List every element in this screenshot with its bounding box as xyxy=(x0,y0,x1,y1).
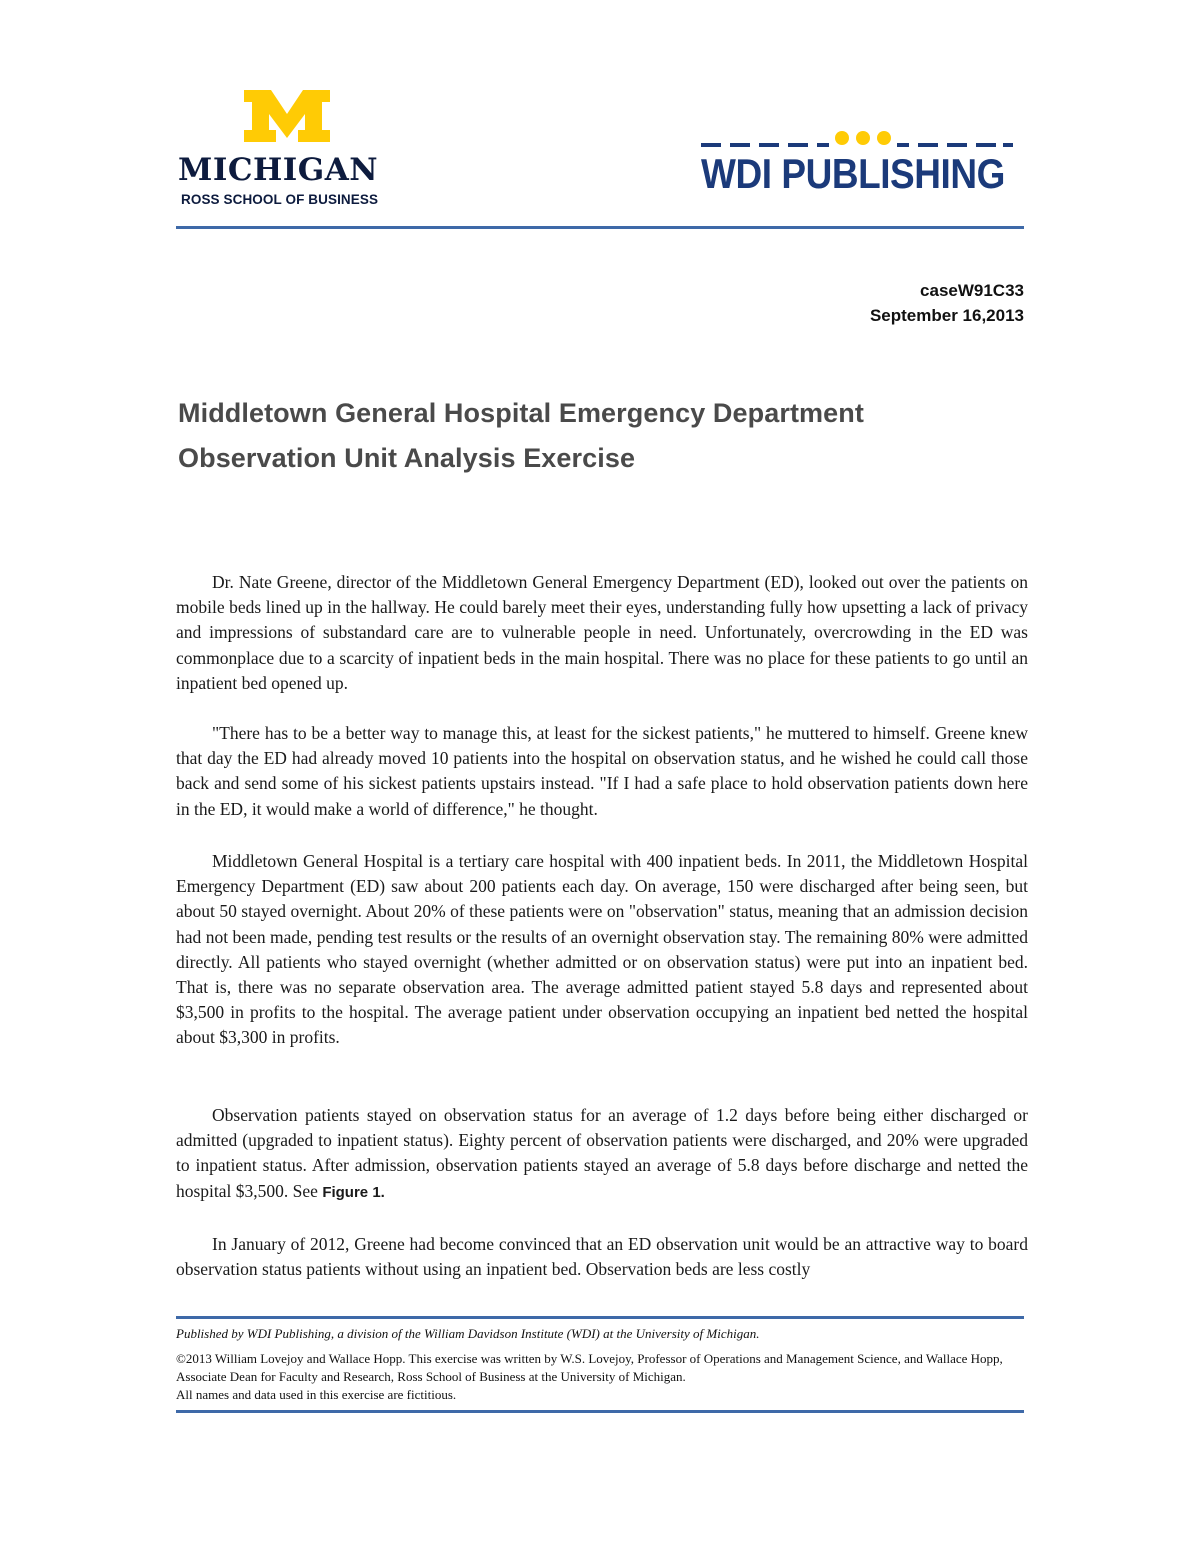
case-id: caseW91C33 xyxy=(920,281,1024,300)
body-paragraph-5: In January of 2012, Greene had become convinced that an ED observation unit would be an attractive way to board observation status patients without using an inpatient bed. Observation beds are less costly xyxy=(176,1234,1028,1280)
header-divider xyxy=(176,226,1024,229)
footer-bottom-divider xyxy=(176,1410,1024,1413)
michigan-block-m-logo xyxy=(244,90,330,142)
body-paragraph-3: Middletown General Hospital is a tertiary care hospital with 400 inpatient beds. In 2011, the Middletown Hospital Emergency Department (ED) saw about 200 patients each day. On average, 150 were discharged after being seen, but about 50 stayed overnight. About 20% of these patients were on "observation" status, meaning that an admission decision had not been made, pending test results or the results of an overnight observation stay. The remaining 80% were admitted directly. All patients who stayed overnight (whether admitted or on observation status) were put into an inpatient bed. That is, there was no separate observation area. The average admitted patient stayed 5.8 days and represented about $3,500 in profits to the hospital. The average patient under observation occupying an inpatient bed netted the hospital about $3,300 in profits. xyxy=(176,851,1028,1048)
footer-top-divider xyxy=(176,1316,1024,1319)
document-title-line-2: Observation Unit Analysis Exercise xyxy=(178,443,636,473)
case-date: September 16,2013 xyxy=(869,306,1024,325)
document-title-line-1: Middletown General Hospital Emergency Department xyxy=(178,398,864,428)
wdi-dots-dashes-icon xyxy=(701,128,1013,150)
body-paragraph-2: "There has to be a better way to manage this, at least for the sickest patients," he muttered to himself. Greene knew that day the ED had already moved 10 patients into the hospital on observation status, and he wished he could call those back and send some of his sickest patients upstairs instead. "If I had a safe place to hold observation patients down here in the ED, it would make a world of difference," he thought. xyxy=(176,723,1028,819)
footer-copyright: ©2013 William Lovejoy and Wallace Hopp. This exercise was written by W.S. Lovejoy, Professor of Operations and Management Science, and Wallace Hopp, Associate Dean for Faculty and Research, Ross School of Business at the University of Michigan. xyxy=(176,1351,1003,1384)
figure-1-reference: Figure 1. xyxy=(322,1183,385,1201)
body-paragraph-1: Dr. Nate Greene, director of the Middletown General Emergency Department (ED), looked out over the patients on mobile beds lined up in the hallway. He could barely meet their eyes, understanding fully how upsetting a lack of privacy and impressions of substandard care are to vulnerable people in need. Unfortunately, overcrowding in the ED was commonplace due to a scarcity of inpatient beds in the main hospital. There was no place for these patients to go until an inpatient bed opened up. xyxy=(176,572,1028,693)
wdi-publishing-wordmark: WDI PUBLISHING xyxy=(701,150,1005,197)
ross-school-wordmark: ROSS SCHOOL OF BUSINESS xyxy=(181,192,379,207)
body-paragraph-4-text: Observation patients stayed on observation status for an average of 1.2 days before being either discharged or admitted (upgraded to inpatient status). Eighty percent of observation patients were discharged, and 20% were upgraded to inpatient status. After admission, observation patients stayed an average of 5.8 days before discharge and netted the hospital $3,500. See xyxy=(176,1105,1028,1201)
footer-fictitious-note: All names and data used in this exercise are fictitious. xyxy=(176,1387,457,1402)
body-paragraph-4 xyxy=(176,1103,1028,1205)
footer-published-by: Published by WDI Publishing, a division of the William Davidson Institute (WDI) at the University of Michigan. xyxy=(176,1326,760,1341)
michigan-wordmark: MICHIGAN xyxy=(178,152,379,188)
